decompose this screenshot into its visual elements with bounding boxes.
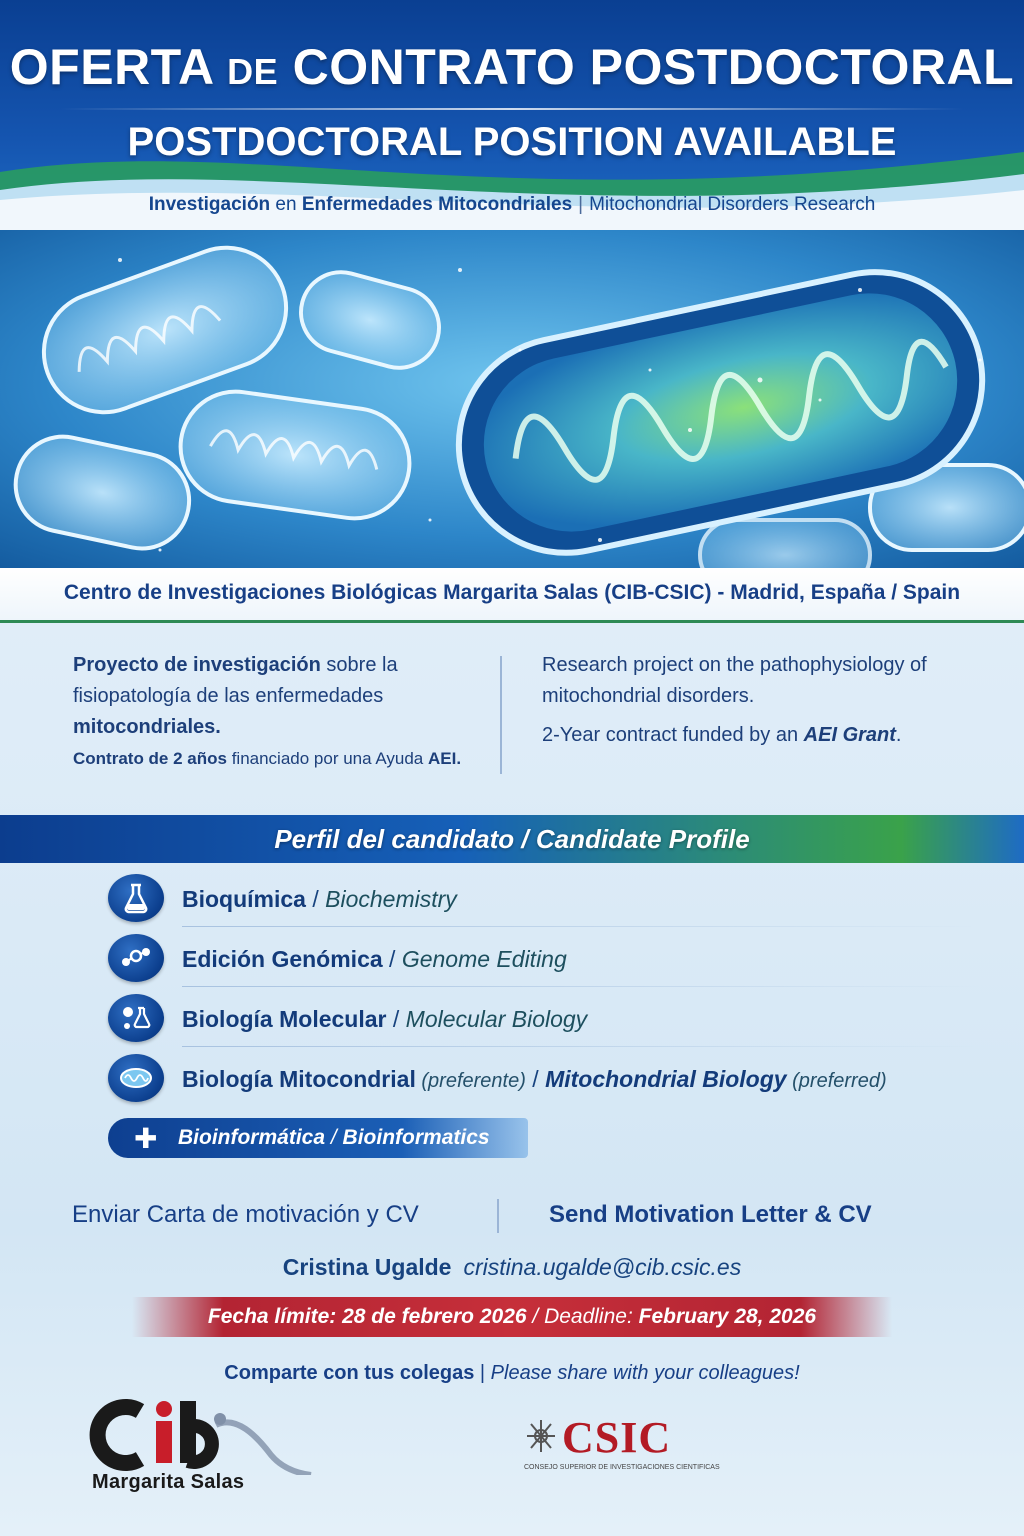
apply-divider bbox=[497, 1199, 499, 1233]
research-subtitle: Investigación en Enfermedades Mitocondriales | Mitochondrial Disorders Research bbox=[148, 194, 876, 215]
mitochondria-illustration bbox=[0, 230, 1024, 570]
mitochondrion-small-6 bbox=[700, 520, 870, 570]
project-description bbox=[0, 640, 1024, 790]
skill-genome-editing: Edición Genómica / Genome Editing bbox=[108, 930, 978, 984]
contact-name: Cristina Ugalde bbox=[282, 1254, 452, 1280]
csic-wordmark: CSIC bbox=[562, 1413, 672, 1462]
bioinformatics-banner: ✚ Bioinformática / Bioinformatics bbox=[108, 1118, 528, 1158]
title-spanish: OFERTA DE CONTRATO POSTDOCTORAL bbox=[9, 39, 1015, 95]
csic-logo bbox=[524, 1408, 724, 1478]
deadline-banner: Fecha límite: 28 de febrero 2026 / Deadline: February 28, 2026 bbox=[132, 1297, 892, 1337]
project-spanish: Proyecto de investigación sobre la fisiopatología de las enfermedades mitocondriales. Contrato de 2 años financiado por una Ayuda AEI. bbox=[73, 654, 462, 768]
flask-icon bbox=[108, 874, 164, 922]
cib-logo-mark bbox=[88, 1395, 318, 1475]
plus-icon: ✚ bbox=[134, 1123, 158, 1154]
skill-divider bbox=[182, 926, 982, 927]
title-english: POSTDOCTORAL POSITION AVAILABLE bbox=[127, 120, 897, 164]
skill-divider bbox=[182, 986, 982, 987]
csic-tagline: CONSEJO SUPERIOR DE INVESTIGACIONES CIENTÍFICAS bbox=[524, 1464, 720, 1471]
skills-list bbox=[0, 870, 1024, 1160]
project-english: Research project on the pathophysiology of mitochondrial disorders. 2-Year contract funded by an AEI Grant. bbox=[542, 654, 927, 746]
candidate-profile-bar bbox=[0, 815, 1024, 863]
mitochondrion-icon bbox=[108, 1054, 164, 1102]
molecule-icon bbox=[108, 994, 164, 1042]
header-banner bbox=[0, 0, 1024, 232]
contact-email[interactable]: cristina.ugalde@cib.csic.es bbox=[463, 1254, 742, 1280]
institute-bar bbox=[0, 568, 1024, 623]
skill-divider bbox=[182, 1046, 982, 1047]
project-divider bbox=[500, 656, 502, 774]
dna-edit-icon bbox=[108, 934, 164, 982]
cib-name: Margarita Salas bbox=[92, 1471, 245, 1493]
title-divider bbox=[60, 108, 964, 110]
cib-logo bbox=[88, 1395, 318, 1505]
contact-line bbox=[0, 1254, 1024, 1281]
skill-mitochondrial-biology: Biología Mitocondrial (preferente) / Mitochondrial Biology (preferred) bbox=[108, 1050, 978, 1104]
csic-emblem-icon bbox=[524, 1416, 558, 1456]
skill-molecular-biology: Biología Molecular / Molecular Biology bbox=[108, 990, 978, 1044]
candidate-profile-title: Perfil del candidato / Candidate Profile bbox=[274, 824, 750, 854]
institute-name: Centro de Investigaciones Biológicas Margarita Salas (CIB-CSIC) - Madrid, España / Spain bbox=[63, 581, 961, 604]
apply-spanish: Enviar Carta de motivación y CV bbox=[72, 1201, 419, 1228]
application-instructions bbox=[0, 1195, 1024, 1235]
skill-biochemistry: Bioquímica / Biochemistry bbox=[108, 870, 978, 924]
apply-english: Send Motivation Letter & CV bbox=[549, 1201, 872, 1228]
share-line: Comparte con tus colegas | Please share with your colleagues! bbox=[224, 1362, 800, 1384]
